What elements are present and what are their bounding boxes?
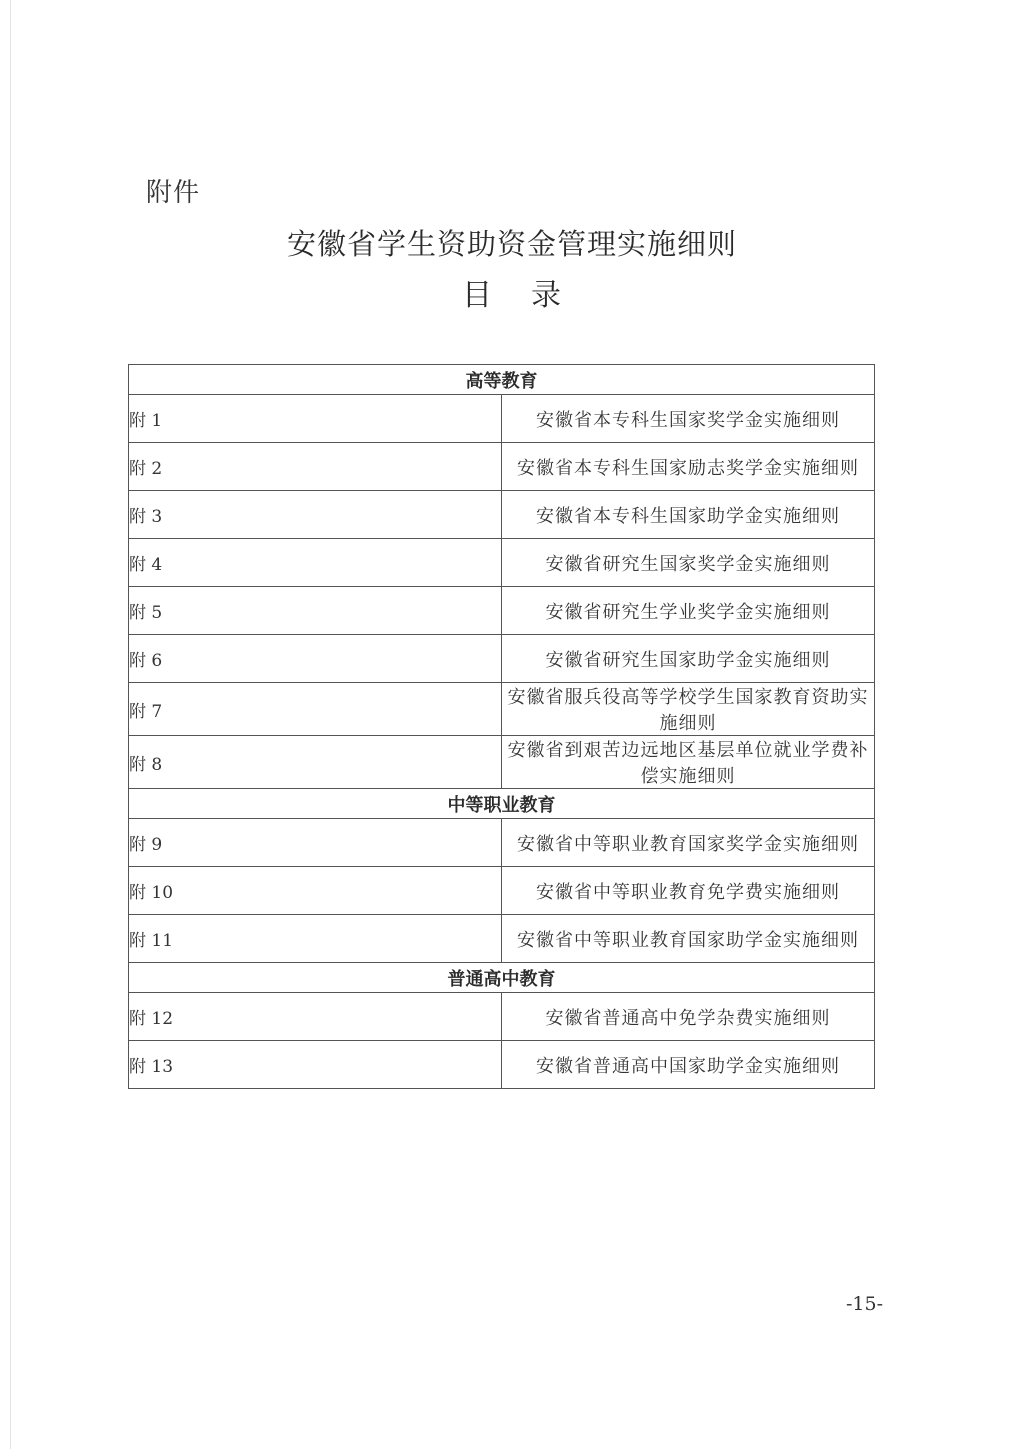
toc-row <box>129 635 875 683</box>
toc-item-number: 附 5 <box>129 587 502 635</box>
toc-item-number: 附 13 <box>129 1041 502 1089</box>
page-number: -15- <box>846 1293 884 1315</box>
toc-item-number: 附 12 <box>129 993 502 1041</box>
toc-item-title: 安徽省普通高中国家助学金实施细则 <box>502 1041 875 1089</box>
toc-item-number: 附 9 <box>129 819 502 867</box>
toc-table <box>128 364 875 1089</box>
toc-item-title: 安徽省服兵役高等学校学生国家教育资助实施细则 <box>502 683 875 736</box>
toc-row <box>129 443 875 491</box>
attachment-label: 附件 <box>146 178 201 208</box>
toc-row <box>129 1041 875 1089</box>
toc-row <box>129 867 875 915</box>
toc-item-title: 安徽省研究生学业奖学金实施细则 <box>502 587 875 635</box>
toc-item-title: 安徽省研究生国家助学金实施细则 <box>502 635 875 683</box>
toc-item-title: 安徽省中等职业教育国家助学金实施细则 <box>502 915 875 963</box>
toc-item-title: 安徽省本专科生国家励志奖学金实施细则 <box>502 443 875 491</box>
toc-item-number: 附 6 <box>129 635 502 683</box>
document-title: 安徽省学生资助资金管理实施细则 <box>286 227 737 261</box>
section-header-row <box>129 365 875 395</box>
toc-row <box>129 587 875 635</box>
toc-row <box>129 491 875 539</box>
table-of-contents-heading <box>0 270 1024 314</box>
toc-item-number: 附 3 <box>129 491 502 539</box>
toc-item-title: 安徽省中等职业教育国家奖学金实施细则 <box>502 819 875 867</box>
section-header-higher-education: 高等教育 <box>129 365 875 395</box>
toc-item-title: 安徽省普通高中免学杂费实施细则 <box>502 993 875 1041</box>
toc-heading-char-2: 录 <box>531 278 562 313</box>
toc-item-title: 安徽省本专科生国家助学金实施细则 <box>502 491 875 539</box>
toc-row <box>129 915 875 963</box>
toc-row <box>129 539 875 587</box>
toc-heading-char-1: 目 <box>462 278 493 313</box>
section-header-row <box>129 963 875 993</box>
toc-item-number: 附 1 <box>129 395 502 443</box>
toc-item-title: 安徽省到艰苦边远地区基层单位就业学费补偿实施细则 <box>502 736 875 789</box>
toc-item-title: 安徽省研究生国家奖学金实施细则 <box>502 539 875 587</box>
section-header-row <box>129 789 875 819</box>
toc-row <box>129 395 875 443</box>
toc-row <box>129 736 875 789</box>
toc-item-number: 附 11 <box>129 915 502 963</box>
toc-item-number: 附 2 <box>129 443 502 491</box>
page-edge-line <box>10 0 11 1449</box>
toc-item-number: 附 4 <box>129 539 502 587</box>
toc-item-title: 安徽省中等职业教育免学费实施细则 <box>502 867 875 915</box>
toc-item-number: 附 10 <box>129 867 502 915</box>
toc-item-title: 安徽省本专科生国家奖学金实施细则 <box>502 395 875 443</box>
section-header-general-high-school: 普通高中教育 <box>129 963 875 993</box>
toc-row <box>129 683 875 736</box>
toc-row <box>129 819 875 867</box>
toc-item-number: 附 8 <box>129 736 502 789</box>
section-header-secondary-vocational: 中等职业教育 <box>129 789 875 819</box>
toc-row <box>129 993 875 1041</box>
toc-item-number: 附 7 <box>129 683 502 736</box>
